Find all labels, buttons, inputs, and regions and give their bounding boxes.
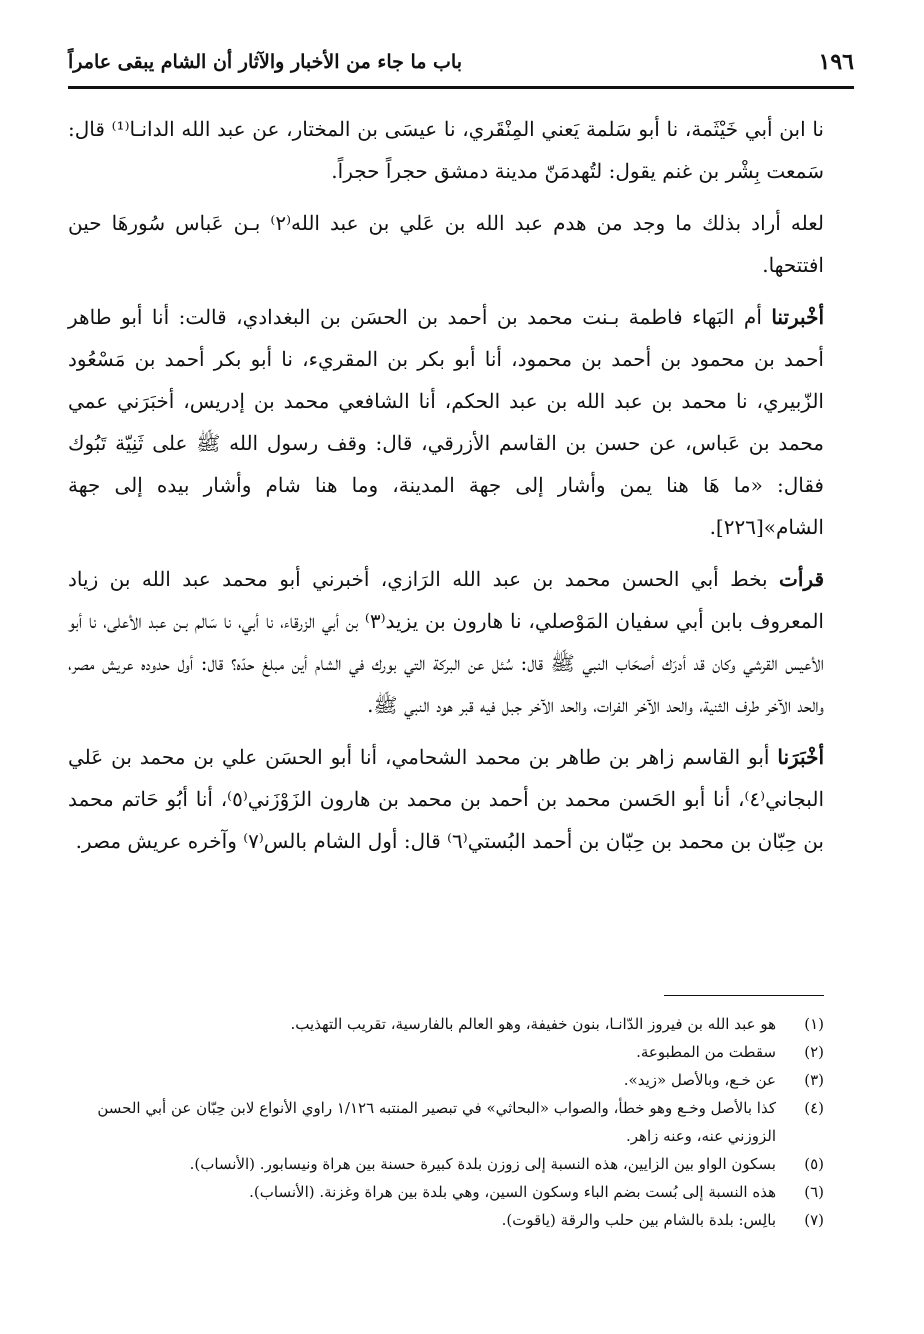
footnote-text: كذا بالأصل وخـع وهو خطأ، والصواب «البحاثي» في تبصير المنتبه ١/١٢٦ راوي الأنواع لابن حِبّان عن أبي الحسن الزوزني عنه، وعنه زاهر. — [97, 1099, 776, 1145]
footnotes — [68, 1010, 824, 1234]
paragraph — [68, 558, 824, 726]
footnote-text: بسكون الواو بين الزايين، هذه النسبة إلى زوزن بلدة كبيرة حسنة بين هراة ونيسابور. (الأنساب). — [189, 1155, 776, 1173]
footnote — [68, 1178, 824, 1206]
main-text — [68, 108, 824, 872]
footnote-number: (٥) — [804, 1155, 824, 1173]
footnote-number: (٢) — [804, 1043, 824, 1061]
footnote-number: (٦) — [804, 1183, 824, 1201]
paragraph-text: لعله أراد بذلك ما وجد من هدم عبد الله بن عَلي بن عبد الله⁽٢⁾ بـن عَباس سُورهَا حين افتتحها. — [68, 211, 824, 277]
footnote-text: بالِس: بلدة بالشام بين حلب والرقة (ياقوت). — [501, 1211, 776, 1229]
page-number: ١٩٦ — [818, 49, 854, 75]
footnote — [68, 1150, 824, 1178]
footnote-divider — [664, 995, 824, 996]
footnote-text: سقطت من المطبوعة. — [636, 1043, 776, 1061]
footnote — [68, 1038, 824, 1066]
footnote-number: (١) — [804, 1015, 824, 1033]
footnote — [68, 1206, 824, 1234]
paragraph-text: بخط أبي الحسن محمد بن عبد الله الرَازي، أخبرني أبو محمد عبد الله بن زياد المعروف بابن أبي سفيان المَوْصلي، نا هارون بن يزيد⁽٣⁾ بن أبي الزرقاء، نا أبي، نا سَالم بـن عبد الأعلى، نا أبو الأعيس القرشي وكان قد أدرَك أصحَاب النبي ﷺ قال: سُئل عن البركة التي بورك في الشام أين مبلغ حدّه؟ قال: أول حدوده عريش مصر، والحد الآخر طرف الثنية، والحد الآخر الفرات، والحد الآخر جبل فيه قبر هود النبي ﷺ. — [68, 567, 824, 717]
footnote — [68, 1094, 824, 1150]
paragraph-lead: أخْبَرَنا — [777, 745, 825, 769]
paragraph-lead: قرأت — [779, 567, 825, 591]
paragraph — [68, 736, 824, 862]
paragraph — [68, 108, 824, 192]
paragraph-lead: أخْبرتنا — [771, 305, 824, 329]
page-header — [68, 42, 854, 89]
footnote-number: (٧) — [804, 1211, 824, 1229]
footnote-number: (٤) — [804, 1099, 824, 1117]
footnote-number: (٣) — [804, 1071, 824, 1089]
footnote — [68, 1066, 824, 1094]
footnote-text: هو عبد الله بن فيروز الدّانـا، بنون خفيفة، وهو العالم بالفارسية، تقريب التهذيب. — [290, 1015, 776, 1033]
footnote-text: هذه النسبة إلى بُست بضم الباء وسكون السين، وهي بلدة بين هراة وغزنة. (الأنساب). — [249, 1183, 776, 1201]
paragraph — [68, 296, 824, 548]
paragraph — [68, 202, 824, 286]
paragraph-text: أبو القاسم زاهر بن طاهر بن محمد الشحامي، أنا أبو الحسَن علي بن محمد بن عَلي البجاني⁽٤⁾، أنا أبو الحَسن محمد بن أحمد بن محمد بن هارون الزَوْزَني⁽٥⁾، أنا أبُو حَاتم محمد بن حِبّان بن محمد بن حِبّان بن أحمد البُستي⁽٦⁾ قال: أول الشام بالس⁽٧⁾ وآخره عريش مصر. — [68, 745, 824, 853]
footnote-text: عن خـع، وبالأصل «زيد». — [623, 1071, 776, 1089]
paragraph-text: نا ابن أبي خَيْثَمة، نا أبو سَلمة يَعني المِنْقَري، نا عيسَى بن المختار، عن عبد الله الدانـا⁽¹⁾ قال: سَمعت بِشْر بن غنم يقول: لتُهدمَنّ مدينة دمشق حجراً حجراً. — [68, 117, 824, 183]
footnote — [68, 1010, 824, 1038]
running-title: باب ما جاء من الأخبار والآثار أن الشام يبقى عامراً — [68, 51, 463, 73]
paragraph-text: أم البَهاء فاطمة بـنت محمد بن أحمد بن الحسَن بن البغدادي، قالت: أنا أبو طاهر أحمد بن محمود بن أحمد بن محمود، أنا أبو بكر بن المقريء، نا أبو بكر أحمد بن مَسْعُود الزّبيري، نا محمد بن عبد الله بن عبد الحكم، أنا الشافعي محمد بن إدريس، أخبَرَني عمي محمد بن عَباس، عن حسن بن القاسم الأزرقي، قال: وقف رسول الله ﷺ على ثَنِيّة تَبُوك فقال: «ما هَا هنا يمن وأشار إلى جهة المدينة، وما هنا شام وأشار بيده إلى جهة الشام»[٢٢٦]. — [68, 305, 824, 539]
